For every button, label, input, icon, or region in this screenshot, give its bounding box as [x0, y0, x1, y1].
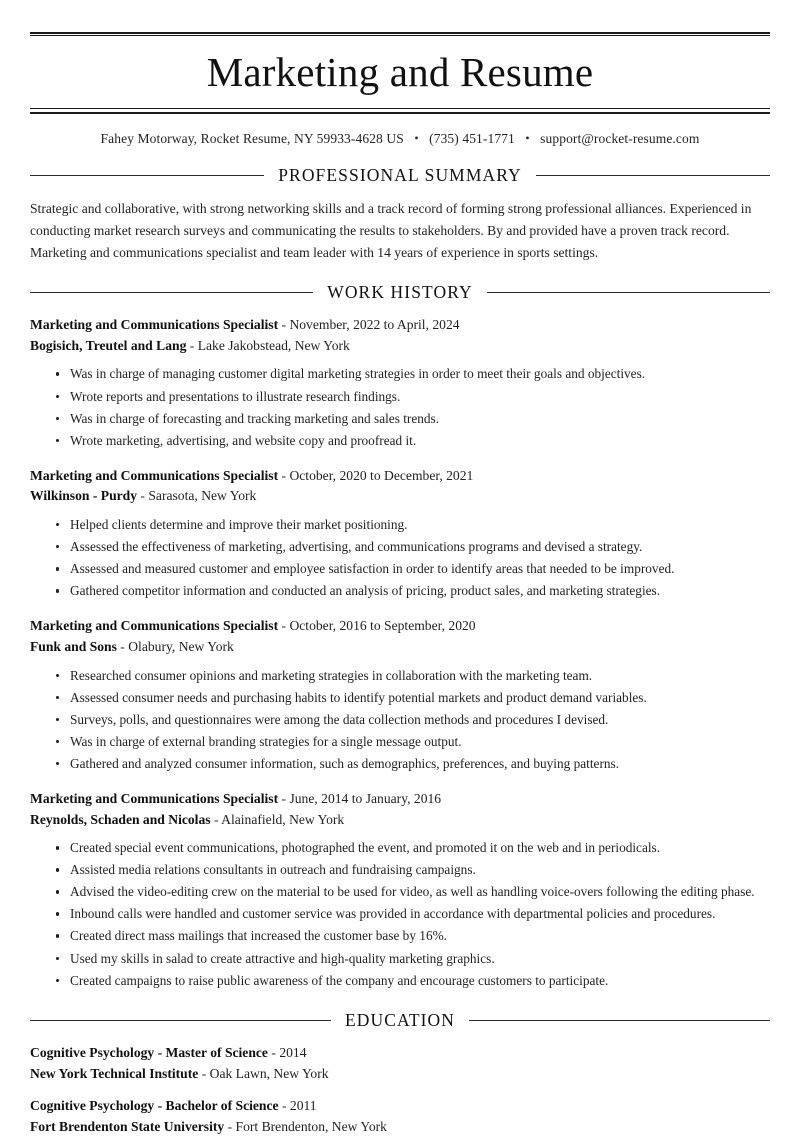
- job-title-line: [30, 315, 770, 336]
- job-company: Bogisich, Treutel and Lang: [30, 337, 187, 353]
- dash-separator: -: [210, 811, 222, 827]
- education-degree: Cognitive Psychology - Master of Science: [30, 1044, 268, 1060]
- dash-separator: -: [137, 488, 149, 504]
- job-title: Marketing and Communications Specialist: [30, 790, 279, 806]
- job-company-line: [30, 336, 770, 357]
- education-school: New York Technical Institute: [30, 1065, 199, 1081]
- dash-separator: -: [224, 1119, 236, 1135]
- job-bullet-item: Assessed and measured customer and employee satisfaction in order to identify areas that needed to be improved.: [48, 558, 770, 580]
- header-bottom-divider: [30, 108, 770, 114]
- job-bullet-item: Surveys, polls, and questionnaires were among the data collection methods and procedures I devised.: [48, 709, 770, 731]
- section-title: EDUCATION: [344, 1009, 456, 1030]
- section-title: WORK HISTORY: [327, 282, 473, 303]
- job-title-line: [30, 616, 770, 637]
- job-bullet-item: Wrote reports and presentations to illustrate research findings.: [48, 386, 770, 408]
- job-title: Marketing and Communications Specialist: [30, 467, 279, 483]
- job-bullet-item: Was in charge of managing customer digital marketing strategies in order to meet their goals and objectives.: [48, 363, 770, 385]
- contact-address: Fahey Motorway, Rocket Resume, NY 59933-4628 US: [100, 131, 404, 147]
- contact-email: support@rocket-resume.com: [540, 131, 700, 147]
- job-bullet-item: Gathered and analyzed consumer information, such as demographics, preferences, and buying patterns.: [48, 753, 770, 775]
- dash-separator: -: [198, 1065, 210, 1081]
- education-list: [30, 1043, 770, 1138]
- job-company-line: [30, 810, 770, 831]
- job-company-line: [30, 637, 770, 658]
- education-degree-line: [30, 1043, 770, 1064]
- section-rule-left: [30, 175, 264, 176]
- job-bullet-item: Researched consumer opinions and marketing strategies in collaboration with the marketing team.: [48, 665, 770, 687]
- education-year: 2011: [289, 1098, 317, 1114]
- work-history-list: [30, 315, 770, 992]
- header-top-divider: [30, 32, 770, 36]
- job-company-line: [30, 486, 770, 507]
- dash-separator: -: [116, 638, 129, 654]
- job-bullets-wrapper: [30, 665, 770, 775]
- job-bullets-wrapper: [30, 363, 770, 451]
- contact-phone: (735) 451-1771: [429, 131, 515, 147]
- job-location: Olabury, New York: [128, 638, 234, 654]
- job-bullet-item: Gathered competitor information and conducted an analysis of pricing, product sales, and marketing strategies.: [48, 580, 770, 602]
- job-title: Marketing and Communications Specialist: [30, 618, 279, 634]
- job-title-line: [30, 789, 770, 810]
- job-bullet-item: Helped clients determine and improve their market positioning.: [48, 514, 770, 536]
- dash-separator: -: [278, 618, 290, 634]
- contact-separator-1: •: [414, 131, 419, 146]
- section-header-education: [30, 1010, 770, 1031]
- job-bullet-item: Inbound calls were handled and customer service was provided in accordance with departmental policies and procedures.: [48, 903, 770, 925]
- education-degree: Cognitive Psychology - Bachelor of Science: [30, 1098, 279, 1114]
- job-location: Sarasota, New York: [148, 488, 257, 504]
- job-bullet-item: Created direct mass mailings that increased the customer base by 16%.: [48, 925, 770, 947]
- work-history-entry: [30, 315, 770, 452]
- page-title: Marketing and Resume: [206, 49, 594, 95]
- summary-text: Strategic and collaborative, with strong networking skills and a track record of forming strong professional alliances. Experienced in conducting market research surveys and communicating the results to stakeholders. By and provided have a proven track record. Marketing and communications specialist and team leader with 14 years of experience in sports settings.: [30, 201, 752, 261]
- dash-separator: -: [278, 1098, 290, 1114]
- job-title-line: [30, 466, 770, 487]
- job-bullet-list: [48, 665, 770, 775]
- job-bullet-list: [48, 514, 770, 602]
- work-history-entry: [30, 466, 770, 603]
- dash-separator: -: [186, 337, 198, 353]
- job-location: Lake Jakobstead, New York: [197, 337, 350, 353]
- job-bullet-item: Assessed the effectiveness of marketing, advertising, and communications programs and devised a strategy.: [48, 536, 770, 558]
- job-bullet-item: Assisted media relations consultants in outreach and fundraising campaigns.: [48, 859, 770, 881]
- dash-separator: -: [278, 467, 290, 483]
- education-location: Fort Brendenton, New York: [235, 1119, 387, 1135]
- job-bullet-list: [48, 363, 770, 451]
- dash-separator: -: [278, 790, 290, 806]
- section-rule-right: [487, 292, 770, 293]
- job-title: Marketing and Communications Specialist: [30, 317, 279, 333]
- contact-separator-2: •: [525, 131, 530, 146]
- education-degree-line: [30, 1096, 770, 1117]
- job-bullets-wrapper: [30, 514, 770, 602]
- job-bullet-item: Wrote marketing, advertising, and website copy and proofread it.: [48, 430, 770, 452]
- job-bullet-item: Used my skills in salad to create attractive and high-quality marketing graphics.: [48, 948, 770, 970]
- resume-page: [0, 32, 800, 1135]
- education-entry: [30, 1043, 770, 1085]
- job-bullet-item: Created campaigns to raise public awareness of the company and encourage customers to participate.: [48, 970, 770, 992]
- dash-separator: -: [267, 1044, 280, 1060]
- job-bullet-list: [48, 837, 770, 991]
- job-company: Funk and Sons: [30, 638, 117, 654]
- job-dates: October, 2020 to December, 2021: [289, 467, 474, 483]
- education-school: Fort Brendenton State University: [30, 1119, 225, 1135]
- education-entry: [30, 1096, 770, 1138]
- section-rule-left: [30, 1020, 331, 1021]
- job-dates: October, 2016 to September, 2020: [289, 618, 476, 634]
- section-rule-right: [469, 1020, 770, 1021]
- job-company: Wilkinson - Purdy: [30, 488, 138, 504]
- education-school-line: [30, 1064, 770, 1085]
- section-rule-right: [536, 175, 770, 176]
- work-history-entry: [30, 616, 770, 775]
- job-location: Alainafield, New York: [221, 811, 345, 827]
- section-header-summary: [30, 165, 770, 186]
- job-dates: June, 2014 to January, 2016: [289, 790, 442, 806]
- job-company: Reynolds, Schaden and Nicolas: [30, 811, 211, 827]
- job-bullet-item: Created special event communications, photographed the event, and promoted it on the web and in periodicals.: [48, 837, 770, 859]
- section-header-work-history: [30, 282, 770, 303]
- job-bullet-item: Advised the video-editing crew on the material to be used for video, as well as handling voice-overs following the editing phase.: [48, 881, 770, 903]
- education-location: Oak Lawn, New York: [209, 1065, 329, 1081]
- dash-separator: -: [278, 317, 290, 333]
- job-bullets-wrapper: [30, 837, 770, 991]
- job-bullet-item: Assessed consumer needs and purchasing habits to identify potential markets and product demand variables.: [48, 687, 770, 709]
- education-year: 2014: [279, 1044, 307, 1060]
- education-school-line: [30, 1117, 770, 1138]
- job-bullet-item: Was in charge of external branding strategies for a single message output.: [48, 731, 770, 753]
- section-rule-left: [30, 292, 313, 293]
- job-dates: November, 2022 to April, 2024: [289, 317, 460, 333]
- work-history-entry: [30, 789, 770, 992]
- section-title: PROFESSIONAL SUMMARY: [278, 165, 522, 186]
- job-bullet-item: Was in charge of forecasting and tracking marketing and sales trends.: [48, 408, 770, 430]
- contact-info: [30, 131, 770, 147]
